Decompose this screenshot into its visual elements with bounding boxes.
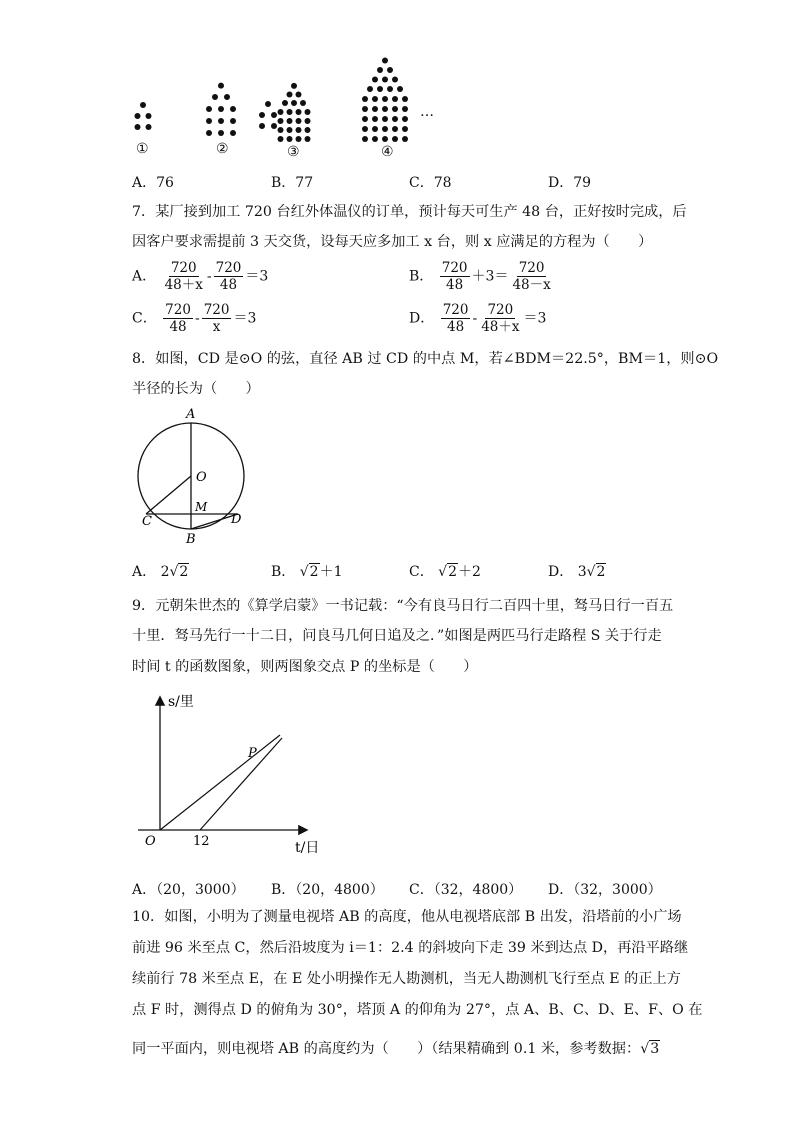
q8-stem-line1: 8．如图，CD 是⊙O 的弦，直径 AB 过 CD 的中点 M，若∠BDM＝22.5°，BM＝1，则⊙O — [132, 351, 719, 367]
q7-stem-line2: 因客户要求需提前 3 天交货，设每天应多加工 x 台，则 x 应满足的方程为（ ） — [132, 234, 653, 250]
dot — [362, 116, 368, 122]
dot — [206, 130, 212, 136]
q6-choice-a[interactable]: A．76 — [132, 175, 174, 191]
dot — [224, 94, 230, 100]
dot — [287, 91, 293, 97]
dot — [392, 77, 398, 83]
y-axis-label: s/里 — [168, 694, 194, 710]
dot-patterns — [0, 0, 794, 170]
circle-figure — [125, 400, 265, 550]
dot — [402, 96, 408, 102]
dot — [362, 136, 368, 142]
figure-label-2: ② — [216, 141, 229, 157]
dot — [287, 109, 293, 115]
distance-time-graph — [130, 688, 330, 863]
dot — [218, 83, 224, 89]
q8-choice-d[interactable]: D． 3√2 — [548, 564, 606, 580]
dot — [387, 67, 393, 73]
dot — [362, 126, 368, 132]
dot — [402, 116, 408, 122]
dot — [382, 126, 388, 132]
dot — [278, 118, 284, 124]
q7-choice-a[interactable]: A． $\frac{720}{48+x}$ - $\frac{720}{48}$ ＝3 — [132, 260, 269, 293]
dot — [397, 86, 403, 92]
dot — [372, 126, 378, 132]
dot — [382, 136, 388, 142]
dot — [392, 136, 398, 142]
dot — [382, 77, 388, 83]
dot — [382, 116, 388, 122]
label-m: M — [195, 500, 208, 514]
dot — [218, 130, 224, 136]
dot — [291, 83, 297, 89]
q10-stem-line3: 续前行 78 米至点 E，在 E 处小明操作无人勘测机，当无人勘测机飞行至点 E 的正上方 — [132, 971, 681, 987]
q10-stem-line2: 前进 96 米至点 C，然后沿坡度为 i＝1：2.4 的斜坡向下走 39 米到达点 D，再沿平路继 — [132, 940, 689, 956]
q10-stem-line4: 点 F 时，测得点 D 的俯角为 30°，塔顶 A 的仰角为 27°，点 A、B、C、D、E、F、O 在 — [132, 1002, 703, 1018]
q9-stem-line1: 9．元朝朱世杰的《算学启蒙》一书记载：“今有良马日行二百四十里，驽马日行一百五 — [132, 598, 674, 614]
dot — [382, 96, 388, 102]
dot — [305, 136, 311, 142]
dot — [372, 96, 378, 102]
ellipsis: … — [420, 104, 434, 120]
dot — [305, 127, 311, 133]
point-p-label: P — [248, 746, 257, 761]
q8-choice-a[interactable]: A． 2√2 — [132, 564, 189, 580]
q7-stem-line1: 7．某厂接到加工 720 台红外体温仪的订单，预计每天可生产 48 台，正好按时完成，后 — [132, 204, 687, 220]
dot — [212, 94, 218, 100]
q10-stem-line1: 10．如图，小明为了测量电视塔 AB 的高度，他从电视塔底部 B 出发，沿塔前的小广场 — [132, 909, 682, 925]
label-d: D — [231, 512, 242, 527]
label-o: O — [196, 470, 207, 485]
figure-label-3: ③ — [287, 144, 300, 160]
dot — [278, 127, 284, 133]
dot — [230, 130, 236, 136]
dot — [362, 96, 368, 102]
q6-choice-c[interactable]: C．78 — [409, 175, 452, 191]
dot — [146, 124, 152, 130]
dot — [367, 86, 373, 92]
dot — [206, 106, 212, 112]
q9-stem-line2: 十里．驽马先行一十二日，问良马几何日追及之．”如图是两匹马行走路程 S 关于行走 — [132, 628, 662, 644]
dot — [278, 136, 284, 142]
q9-choice-c[interactable]: C．（32，4800） — [409, 882, 523, 898]
dot — [291, 100, 297, 106]
dot — [392, 126, 398, 132]
dot — [305, 118, 311, 124]
dot — [135, 124, 141, 130]
dot — [372, 77, 378, 83]
dot — [287, 127, 293, 133]
q6-choice-d[interactable]: D．79 — [548, 175, 592, 191]
label-a: A — [186, 407, 196, 422]
q9-choice-d[interactable]: D．（32，3000） — [548, 882, 662, 898]
dot — [300, 100, 306, 106]
fast-horse-line — [200, 738, 282, 830]
q8-choice-b[interactable]: B． √2＋1 — [271, 564, 343, 580]
dot — [230, 106, 236, 112]
dot — [287, 136, 293, 142]
dot — [296, 109, 302, 115]
figure-label-4: ④ — [381, 144, 394, 160]
dot — [382, 106, 388, 112]
dot — [140, 102, 146, 108]
dot — [382, 58, 388, 64]
dot — [392, 116, 398, 122]
q7-choice-d[interactable]: D． $\frac{720}{48}$ - $\frac{720}{48+x}$ ＝3 — [409, 302, 547, 335]
q9-stem-line3: 时间 t 的函数图象，则两图象交点 P 的坐标是（ ） — [132, 659, 478, 675]
q8-stem-line2: 半径的长为（ ） — [132, 381, 260, 397]
dot — [282, 100, 288, 106]
q9-choice-b[interactable]: B．（20，4800） — [271, 882, 384, 898]
dot — [218, 118, 224, 124]
dot — [135, 113, 141, 119]
dot — [146, 113, 152, 119]
dot — [372, 116, 378, 122]
dot — [387, 86, 393, 92]
dot — [372, 106, 378, 112]
q8-choice-c[interactable]: C． √2＋2 — [409, 564, 481, 580]
dot — [287, 118, 293, 124]
dot — [372, 136, 378, 142]
dot — [296, 127, 302, 133]
dot — [218, 106, 224, 112]
q7-choice-b[interactable]: B． $\frac{720}{48}$ ＋3＝ $\frac{720}{48-x}$ — [409, 260, 551, 293]
q7-choice-c[interactable]: C． $\frac{720}{48}$ - $\frac{720}{x}$ ＝3 — [132, 302, 257, 335]
dot — [296, 118, 302, 124]
dot — [392, 106, 398, 112]
label-c: C — [142, 514, 152, 529]
slow-horse-line — [160, 735, 280, 830]
dot — [230, 118, 236, 124]
figure-label-1: ① — [136, 141, 149, 157]
dot — [402, 126, 408, 132]
dot — [377, 67, 383, 73]
dot — [278, 109, 284, 115]
dot — [305, 109, 311, 115]
dot — [296, 136, 302, 142]
q10-stem-line5: 同一平面内，则电视塔 AB 的高度约为（ ）（结果精确到 0.1 米，参考数据：√3 — [132, 1041, 660, 1057]
origin-label: O — [145, 834, 156, 849]
dot — [402, 136, 408, 142]
label-b: B — [186, 532, 196, 547]
dot — [362, 106, 368, 112]
x-axis-label: t/日 — [295, 840, 320, 856]
dot — [402, 106, 408, 112]
dot — [377, 86, 383, 92]
q6-choice-b[interactable]: B．77 — [271, 175, 314, 191]
dot — [296, 91, 302, 97]
dot — [206, 118, 212, 124]
dot — [392, 96, 398, 102]
tick-label: 12 — [193, 834, 210, 849]
q9-choice-a[interactable]: A．（20，3000） — [132, 882, 245, 898]
